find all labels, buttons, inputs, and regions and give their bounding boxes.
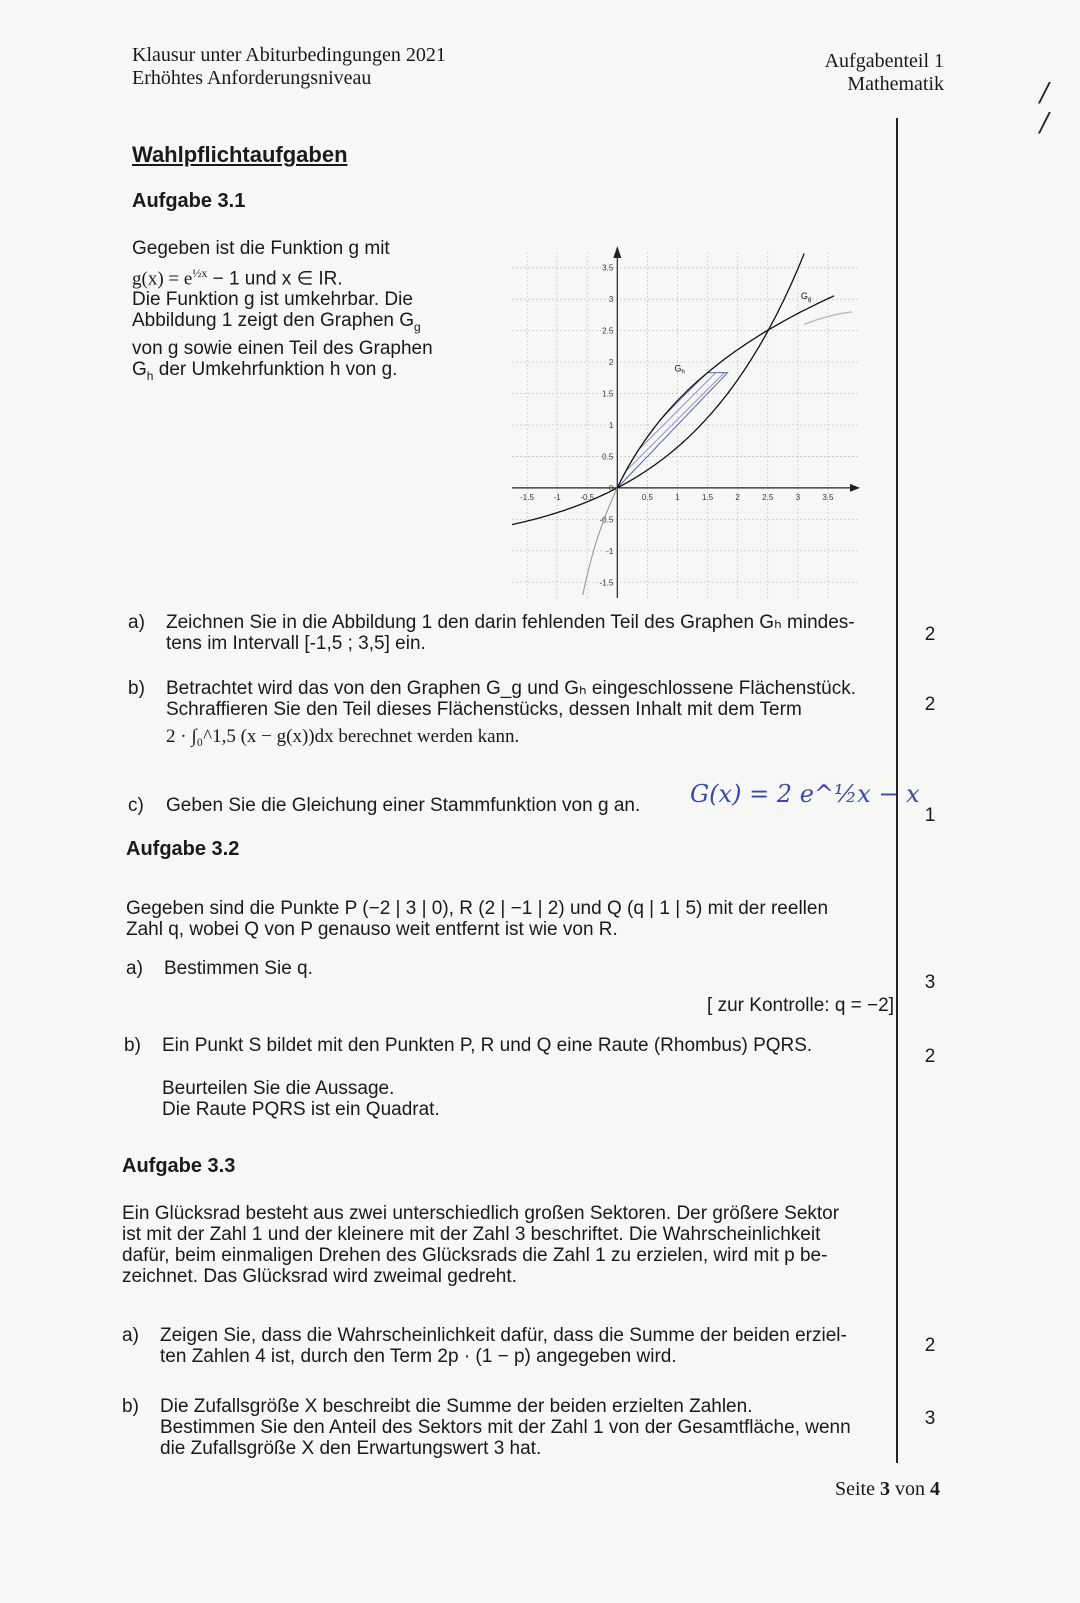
- x-tick-label: -1.5: [520, 492, 534, 502]
- points-3-3-a: 2: [924, 1335, 936, 1356]
- y-tick-label: 1: [608, 421, 614, 430]
- item-text: Ein Punkt S bildet mit den Punkten P, R und Q eine Raute (Rhombus) PQRS.: [162, 1035, 813, 1056]
- x-axis-arrow: [850, 484, 860, 492]
- chart-shaded-area: [617, 373, 727, 488]
- label-G_h: $G_h$: [674, 363, 685, 376]
- x-tick-label: -1: [553, 492, 561, 502]
- intro-line: Ein Glücksrad besteht aus zwei unterschiedlich großen Sektoren. Der größere Sektor: [122, 1203, 840, 1224]
- item-label: b): [124, 1035, 141, 1056]
- points-3-2-a: 3: [924, 972, 936, 993]
- item-text: Die Raute PQRS ist ein Quadrat.: [162, 1099, 440, 1120]
- task-3-1-heading: Aufgabe 3.1: [132, 190, 246, 212]
- series-G_g: [512, 254, 804, 525]
- y-tick-label: 0.5: [602, 452, 614, 462]
- intro-line: zeichnet. Das Glücksrad wird zweimal gedreht.: [122, 1266, 517, 1287]
- subscript: g: [414, 320, 421, 335]
- exam-level: Erhöhtes Anforderungsniveau: [132, 67, 372, 89]
- chart-grid: [512, 252, 858, 598]
- task-3-3-intro: [122, 1203, 892, 1287]
- label-G_h-sub: h: [681, 369, 685, 376]
- task-3-1-intro: [132, 238, 492, 387]
- formula-rhs: − 1 und x ∈ IR.: [207, 268, 343, 290]
- task-3-1-b: [128, 678, 888, 747]
- intro-line: von g sowie einen Teil des Graphen: [132, 338, 433, 360]
- x-tick-label: 2.5: [762, 492, 774, 502]
- intro-text: der Umkehrfunktion h von g.: [153, 359, 398, 381]
- item-label: b): [122, 1396, 139, 1417]
- intro-line: Gegeben ist die Funktion g mit: [132, 238, 390, 259]
- intro-line: ist mit der Zahl 1 und der kleinere mit der Zahl 3 beschriftet. Die Wahrscheinlichkeit: [122, 1224, 821, 1245]
- item-text: Betrachtet wird das von den Graphen G_g und Gₕ eingeschlossene Flächenstück.: [166, 678, 856, 699]
- task-3-2-b: [124, 1035, 884, 1120]
- item-text: Zeichnen Sie in die Abbildung 1 den darin fehlenden Teil des Graphen Gₕ mindes-: [166, 612, 855, 633]
- page-mid: von: [890, 1478, 930, 1500]
- points-3-1-a: 2: [924, 624, 936, 645]
- item-label: a): [128, 612, 145, 633]
- task-3-2-intro: [126, 898, 886, 940]
- x-tick-label: 1.5: [702, 492, 714, 502]
- control-value: [ zur Kontrolle: q = −2]: [707, 995, 894, 1016]
- points-3-1-b: 2: [924, 694, 936, 715]
- y-tick-label: -0.5: [599, 515, 614, 525]
- x-tick-label: -0.5: [580, 492, 595, 502]
- figure-1-chart: [500, 240, 870, 610]
- y-tick-label: -1.5: [599, 578, 614, 588]
- intro-line: Zahl q, wobei Q von P genauso weit entfernt ist wie von R.: [126, 919, 618, 940]
- page-prefix: Seite: [835, 1478, 880, 1500]
- x-tick-label: 0.5: [641, 492, 653, 502]
- item-label: b): [128, 678, 145, 699]
- subscript: h: [146, 368, 154, 383]
- page-current: 3: [880, 1478, 890, 1500]
- y-tick-label: 3.5: [602, 263, 614, 273]
- margin-mark: / /: [1040, 78, 1049, 138]
- item-text: Die Zufallsgröße X beschreibt die Summe der beiden erzielten Zahlen.: [160, 1396, 753, 1417]
- intro-line: dafür, beim einmaligen Drehen des Glücksrads die Zahl 1 zu erzielen, wird mit p be-: [122, 1245, 828, 1266]
- exam-title: Klausur unter Abiturbedingungen 2021: [132, 44, 446, 66]
- header-right: [720, 50, 944, 96]
- chart-labels: [674, 291, 811, 375]
- task-3-3-heading: Aufgabe 3.3: [122, 1155, 236, 1177]
- chart-series: [512, 254, 852, 596]
- handwritten-answer: G(x) = 2 e^½x − x: [690, 780, 920, 808]
- item-label: c): [128, 795, 144, 816]
- intro-line: [132, 359, 492, 387]
- y-tick-label: -1: [606, 546, 614, 556]
- intro-text: G: [132, 359, 147, 381]
- task-3-3-a: [122, 1325, 892, 1367]
- label-G_g-sub: g: [807, 297, 812, 304]
- points-3-1-c: 1: [924, 805, 936, 826]
- x-tick-label: 2: [735, 492, 740, 502]
- item-text: Bestimmen Sie den Anteil des Sektors mit der Zahl 1 von der Gesamtfläche, wenn: [160, 1417, 851, 1438]
- y-tick-label: 3: [608, 295, 614, 305]
- task-3-2-heading: Aufgabe 3.2: [126, 838, 240, 860]
- intro-line: [132, 310, 492, 338]
- section-title: Wahlpflichtaufgaben: [132, 142, 348, 167]
- item-text: tens im Intervall [-1,5 ; 3,5] ein.: [166, 633, 426, 654]
- task-3-1-a: [128, 612, 888, 654]
- item-text: Zeigen Sie, dass die Wahrscheinlichkeit dafür, dass die Summe der beiden erziel-: [160, 1325, 847, 1346]
- y-axis-arrow: [613, 246, 621, 258]
- page-number: [760, 1478, 940, 1501]
- header-left: [132, 44, 446, 90]
- page-total: 4: [930, 1478, 940, 1500]
- function-definition: [132, 263, 492, 289]
- x-tick-label: 3.5: [822, 492, 834, 502]
- item-text: ten Zahlen 4 ist, durch den Term 2p · (1 − p) angegeben wird.: [160, 1346, 677, 1367]
- item-label: a): [122, 1325, 139, 1346]
- task-3-3-b: [122, 1396, 892, 1459]
- intro-text: Abbildung 1 zeigt den Graphen G: [132, 310, 415, 332]
- y-tick-label: 0: [608, 483, 614, 493]
- points-3-2-b: 2: [924, 1046, 936, 1067]
- y-tick-label: 1.5: [602, 389, 614, 399]
- y-tick-label: 2: [608, 358, 614, 368]
- item-text: Geben Sie die Gleichung einer Stammfunktion von g an.: [166, 795, 641, 816]
- points-3-3-b: 3: [924, 1408, 936, 1429]
- formula-exponent: ½x: [192, 266, 208, 280]
- item-text: Schraffieren Sie den Teil dieses Flächenstücks, dessen Inhalt mit dem Term: [166, 699, 802, 720]
- formula-lhs: g(x) = e: [132, 268, 193, 290]
- item-text: Beurteilen Sie die Aussage.: [162, 1078, 395, 1099]
- task-3-2-a: [126, 958, 313, 979]
- integral-term: 2 · ∫₀^1,5 (x − g(x))dx berechnet werden kann.: [166, 726, 520, 747]
- intro-line: Gegeben sind die Punkte P (−2 | 3 | 0), R (2 | −1 | 2) und Q (q | 1 | 5) mit der reellen: [126, 898, 829, 919]
- task-part: Aufgabenteil 1: [824, 50, 944, 72]
- hatched-area: [617, 373, 727, 488]
- task-3-1-c: [128, 795, 688, 816]
- x-tick-label: 3: [795, 492, 801, 502]
- intro-line: Die Funktion g ist umkehrbar. Die: [132, 289, 413, 311]
- item-text: Bestimmen Sie q.: [164, 958, 313, 979]
- item-text: die Zufallsgröße X den Erwartungswert 3 hat.: [160, 1438, 542, 1459]
- y-tick-label: 2.5: [602, 326, 614, 336]
- x-tick-label: 1: [675, 492, 680, 502]
- subject: Mathematik: [847, 73, 944, 95]
- label-G_g: $G_g$: [800, 291, 812, 304]
- series-G_h: [617, 296, 834, 488]
- item-label: a): [126, 958, 143, 979]
